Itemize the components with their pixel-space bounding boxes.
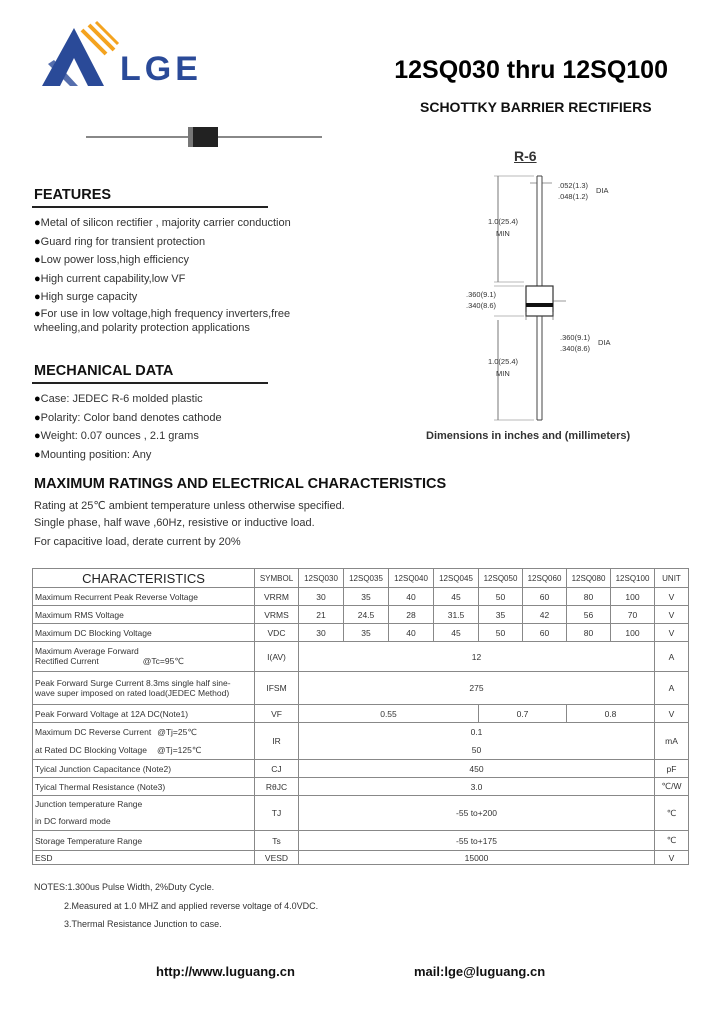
list-item: ●Mounting position: Any [34, 448, 152, 461]
header-cell: 12SQ030 [299, 569, 344, 588]
row-label: Maximum RMS Voltage [33, 606, 255, 624]
body-dia-label: DIA [598, 338, 611, 347]
features-heading: FEATURES [34, 187, 112, 203]
list-item: ●High current capability,low VF [34, 272, 186, 285]
package-outline-drawing [490, 170, 570, 426]
row-label: Maximum DC Blocking Voltage [33, 624, 255, 642]
row-symbol: RθJC [255, 778, 299, 796]
specifications-table [32, 568, 689, 865]
brand-name: LGE [120, 50, 202, 88]
row-symbol: VRMS [255, 606, 299, 624]
row-symbol: VESD [255, 851, 299, 865]
list-item: wheeling,and polarity protection applications [34, 321, 250, 334]
row-value: 35 [479, 606, 523, 624]
dimensions-caption: Dimensions in inches and (millimeters) [426, 430, 631, 442]
features-rule [32, 206, 268, 208]
lead-dia-max: .052(1.3) [558, 181, 589, 190]
row-value: 0.1 50 [299, 723, 655, 760]
table-row [33, 606, 689, 624]
mechanical-rule [32, 382, 268, 384]
header-cell: 12SQ045 [434, 569, 479, 588]
header-cell: CHARACTERISTICS [33, 569, 255, 588]
ratings-note-3: For capacitive load, derate current by 20% [34, 536, 241, 548]
row-value: 40 [389, 624, 434, 642]
list-item: ●Guard ring for transient protection [34, 235, 206, 248]
row-value: -55 to+200 [299, 796, 655, 831]
list-item: ●Low power loss,high efficiency [34, 254, 190, 266]
header-cell: 12SQ060 [523, 569, 567, 588]
row-label: Tyical Junction Capacitance (Note2) [33, 760, 255, 778]
header-cell: SYMBOL [255, 569, 299, 588]
row-unit: V [655, 624, 689, 642]
ratings-note-2: Single phase, half wave ,60Hz, resistive or inductive load. [34, 517, 315, 529]
row-unit: A [655, 672, 689, 705]
table-row [33, 672, 689, 705]
row-symbol: VRRM [255, 588, 299, 606]
row-value: 450 [299, 760, 655, 778]
page-title: 12SQ030 thru 12SQ100 [394, 56, 668, 84]
row-value: 3.0 [299, 778, 655, 796]
header-cell: 12SQ100 [611, 569, 655, 588]
table-row [33, 588, 689, 606]
table-header-row [33, 569, 689, 588]
lead-dia-label: DIA [596, 186, 609, 195]
header-cell: 12SQ040 [389, 569, 434, 588]
row-value: 0.7 [479, 705, 567, 723]
row-label: Storage Temperature Range [33, 831, 255, 851]
row-unit: pF [655, 760, 689, 778]
row-unit: ℃ [655, 796, 689, 831]
header-cell: 12SQ080 [567, 569, 611, 588]
table-row [33, 831, 689, 851]
row-symbol: VF [255, 705, 299, 723]
table-row [33, 778, 689, 796]
website-link[interactable]: http://www.luguang.cn [156, 964, 295, 979]
row-symbol: VDC [255, 624, 299, 642]
bottom-lead-length: 1.0(25.4) [488, 357, 519, 366]
row-symbol: I(AV) [255, 642, 299, 672]
row-value: 35 [344, 624, 389, 642]
row-value: 80 [567, 588, 611, 606]
body-length-min: .340(8.6) [466, 301, 497, 310]
features-list [34, 214, 334, 335]
row-symbol: TJ [255, 796, 299, 831]
row-unit: V [655, 606, 689, 624]
page-subtitle: SCHOTTKY BARRIER RECTIFIERS [420, 99, 652, 115]
row-label: ESD [33, 851, 255, 865]
top-lead-min: MIN [496, 229, 510, 238]
body-dia-max: .360(9.1) [560, 333, 591, 342]
row-unit: V [655, 705, 689, 723]
row-value: 50 [479, 624, 523, 642]
row-label: Maximum Recurrent Peak Reverse Voltage [33, 588, 255, 606]
row-unit: A [655, 642, 689, 672]
table-row [33, 760, 689, 778]
row-label: Junction temperature Range in DC forward mode [33, 796, 255, 831]
row-symbol: CJ [255, 760, 299, 778]
row-value: 31.5 [434, 606, 479, 624]
row-value: 35 [344, 588, 389, 606]
row-label: Maximum Average Forward Rectified Current @Tc=95℃ [33, 642, 255, 672]
row-value: 21 [299, 606, 344, 624]
list-item: ●High surge capacity [34, 291, 138, 303]
row-value: 28 [389, 606, 434, 624]
row-value: 15000 [299, 851, 655, 865]
row-unit: V [655, 588, 689, 606]
row-value: 60 [523, 588, 567, 606]
row-symbol: IFSM [255, 672, 299, 705]
table-row [33, 705, 689, 723]
row-value: 80 [567, 624, 611, 642]
note-1: NOTES:1.300us Pulse Width, 2%Duty Cycle. [34, 882, 215, 892]
row-value: 45 [434, 624, 479, 642]
note-2: 2.Measured at 1.0 MHZ and applied reverse voltage of 4.0VDC. [64, 901, 319, 911]
mechanical-list [34, 390, 334, 464]
row-value: 0.55 [299, 705, 479, 723]
body-length-max: .360(9.1) [466, 290, 497, 299]
row-symbol: IR [255, 723, 299, 760]
table-row [33, 723, 689, 760]
row-unit: ℃ [655, 831, 689, 851]
table-row [33, 624, 689, 642]
header-cell: UNIT [655, 569, 689, 588]
row-value: 30 [299, 588, 344, 606]
note-3: 3.Thermal Resistance Junction to case. [64, 919, 222, 929]
ratings-heading: MAXIMUM RATINGS AND ELECTRICAL CHARACTERISTICS [34, 476, 447, 492]
row-label: Peak Forward Voltage at 12A DC(Note1) [33, 705, 255, 723]
list-item: ●Polarity: Color band denotes cathode [34, 411, 222, 424]
list-item: ●Case: JEDEC R-6 molded plastic [34, 393, 203, 405]
row-value: 275 [299, 672, 655, 705]
list-item: ●For use in low voltage,high frequency inverters,free [34, 307, 291, 320]
row-label: Maximum DC Reverse Current @Tj=25℃ at Rated DC Blocking Voltage @Tj=125℃ [33, 723, 255, 760]
list-item: ●Metal of silicon rectifier , majority carrier conduction [34, 217, 291, 229]
row-value: 30 [299, 624, 344, 642]
row-value: 0.8 [567, 705, 655, 723]
header-cell: 12SQ050 [479, 569, 523, 588]
mechanical-heading: MECHANICAL DATA [34, 363, 174, 379]
row-value: 60 [523, 624, 567, 642]
row-value: 56 [567, 606, 611, 624]
row-label: Tyical Thermal Resistance (Note3) [33, 778, 255, 796]
row-value: 45 [434, 588, 479, 606]
table-row [33, 642, 689, 672]
row-symbol: Ts [255, 831, 299, 851]
table-row [33, 851, 689, 865]
row-value: 40 [389, 588, 434, 606]
row-label: Peak Forward Surge Current 8.3ms single half sine- wave super imposed on rated load(JEDEC Method) [33, 672, 255, 705]
table-row [33, 796, 689, 831]
row-value: 70 [611, 606, 655, 624]
ratings-note-1: Rating at 25℃ ambient temperature unless otherwise specified. [34, 500, 345, 512]
top-lead-length: 1.0(25.4) [488, 217, 519, 226]
row-value: 12 [299, 642, 655, 672]
row-value: 100 [611, 624, 655, 642]
lead-dia-min: .048(1.2) [558, 192, 589, 201]
package-name: R-6 [514, 148, 537, 164]
row-value: 42 [523, 606, 567, 624]
body-dia-min: .340(8.6) [560, 344, 591, 353]
row-value: 100 [611, 588, 655, 606]
email-link[interactable]: mail:lge@luguang.cn [414, 964, 546, 979]
header-cell: 12SQ035 [344, 569, 389, 588]
row-value: 24.5 [344, 606, 389, 624]
row-unit: mA [655, 723, 689, 760]
row-value: 50 [479, 588, 523, 606]
lge-logo-icon [34, 20, 120, 94]
row-value: -55 to+175 [299, 831, 655, 851]
row-unit: V [655, 851, 689, 865]
diode-illustration [86, 124, 322, 150]
bottom-lead-min: MIN [496, 369, 510, 378]
row-unit: ℃/W [655, 778, 689, 796]
list-item: ●Weight: 0.07 ounces , 2.1 grams [34, 430, 199, 442]
